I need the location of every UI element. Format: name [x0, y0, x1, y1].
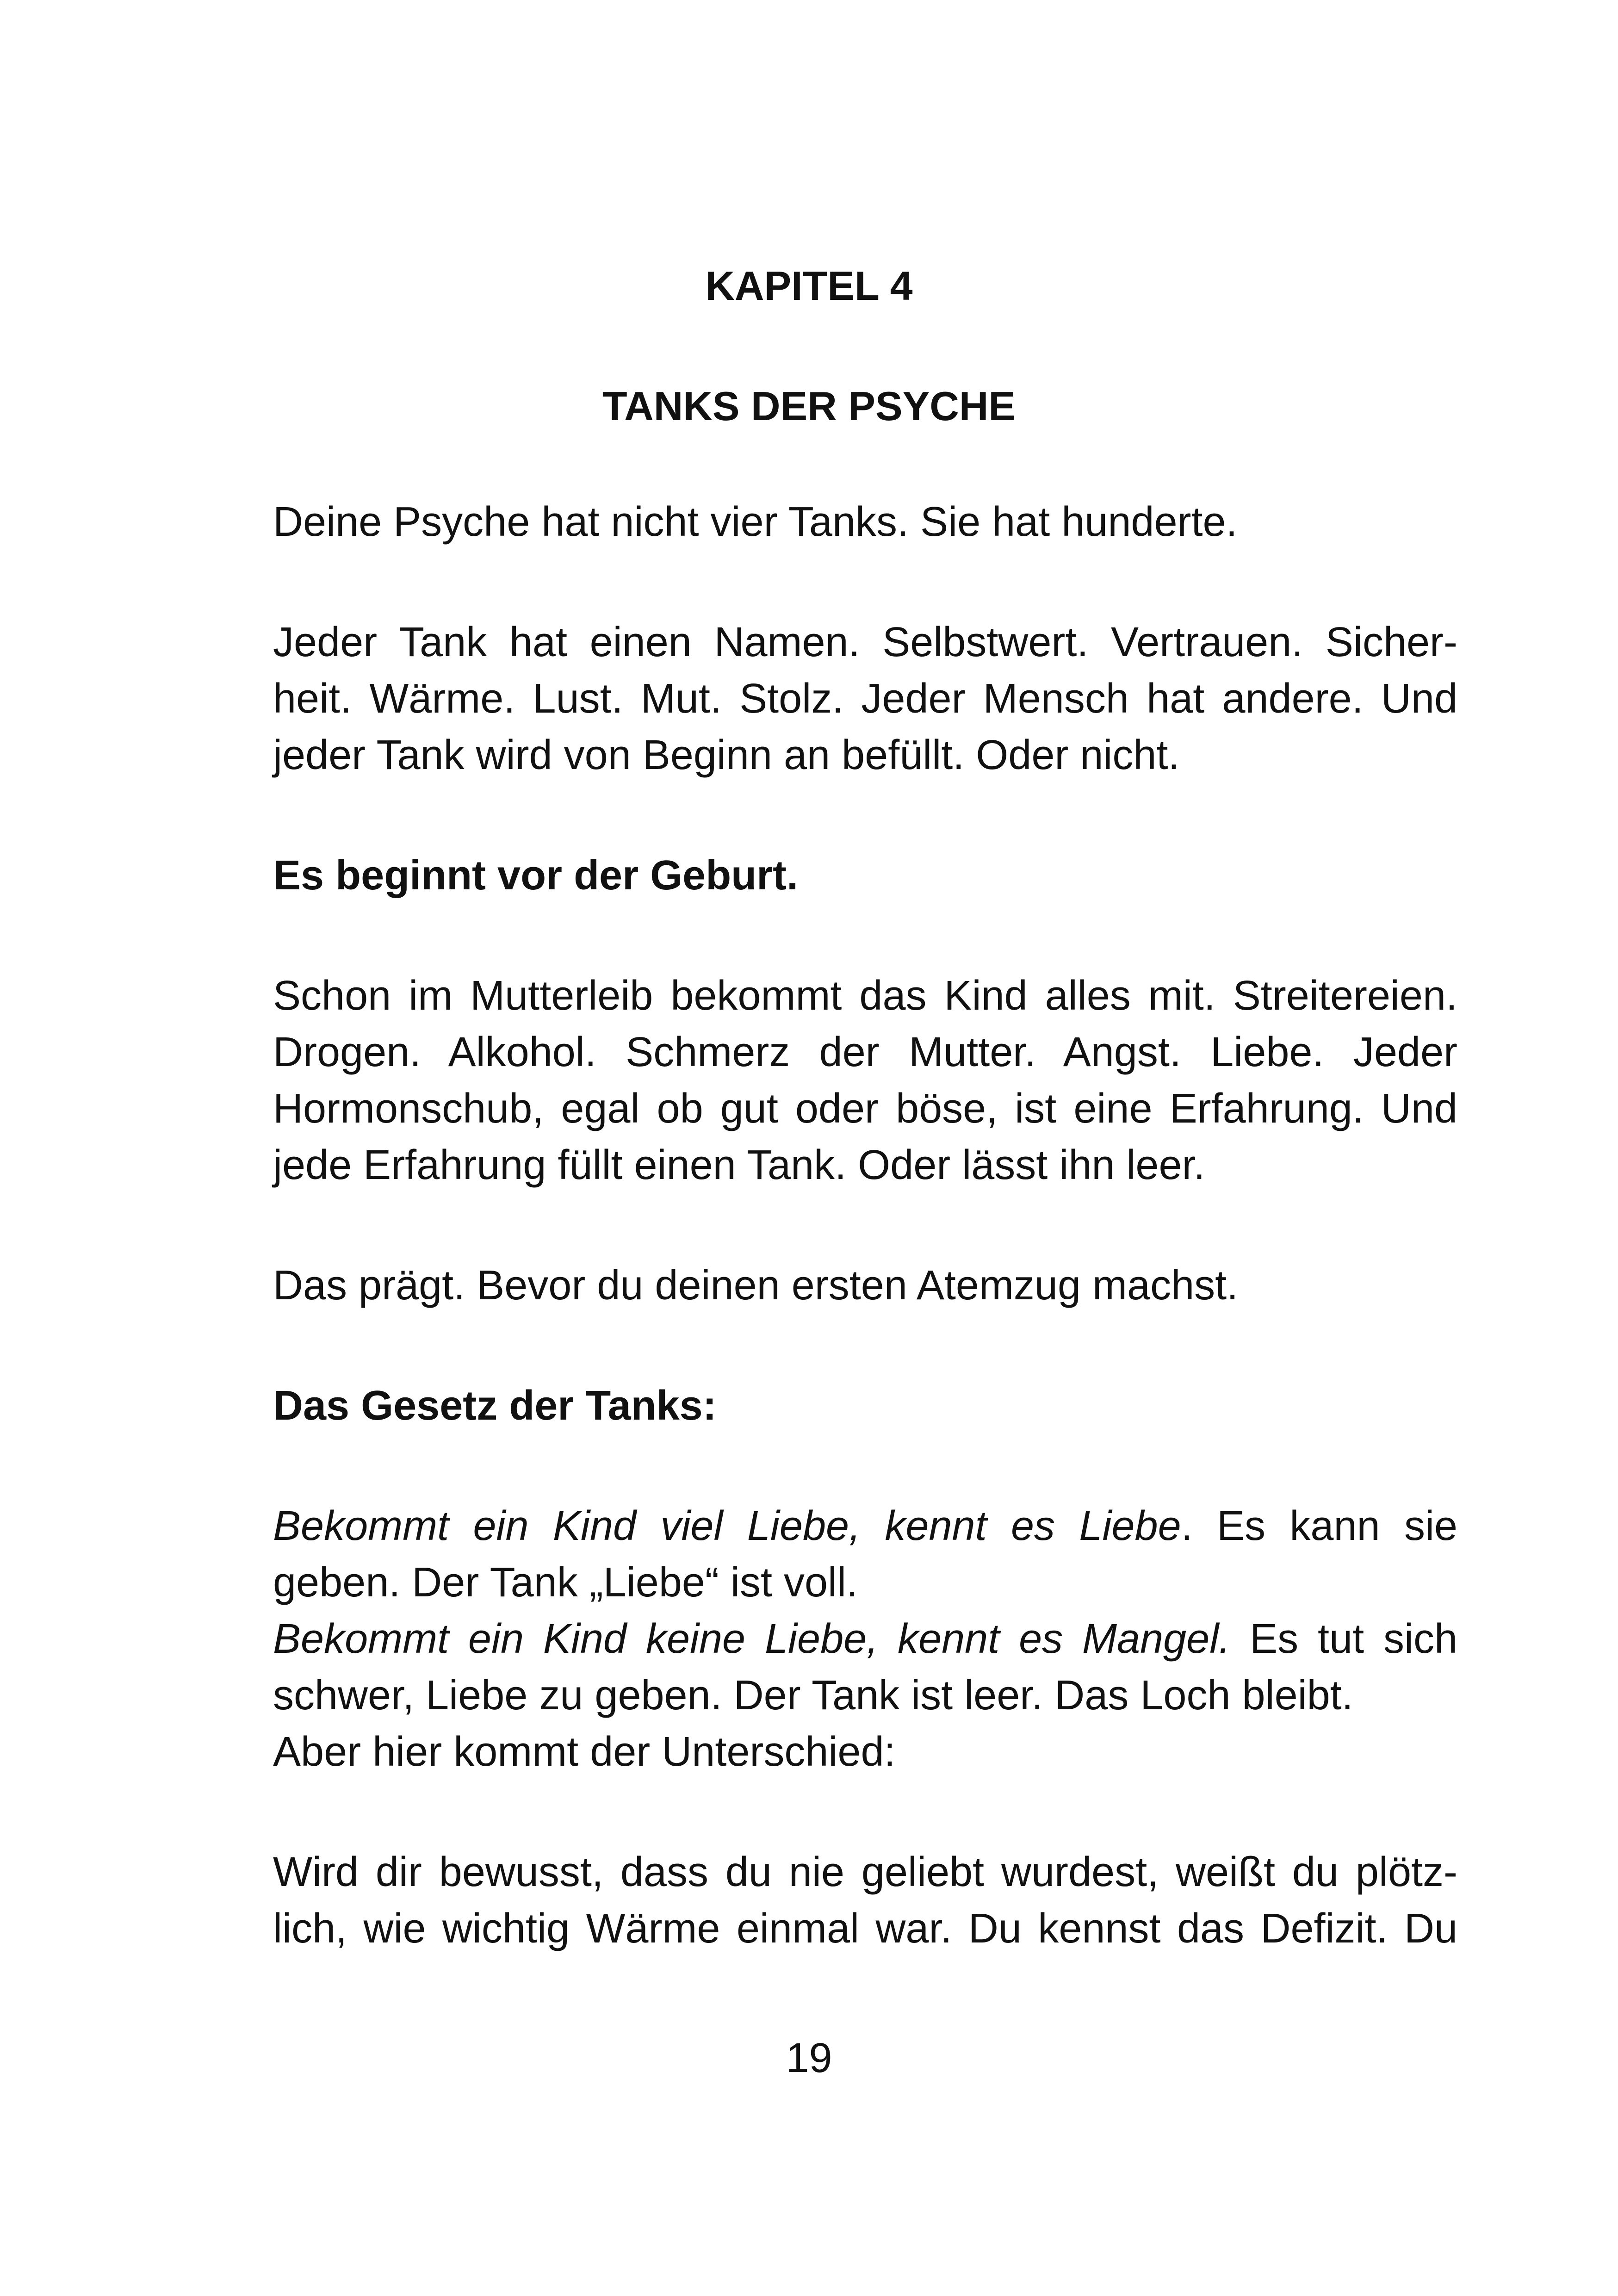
law-text: Es tut sich — [1230, 1616, 1458, 1662]
subheading-law: Das Gesetz der Tanks: — [273, 1383, 717, 1429]
paragraph-line: Hormonschub, egal ob gut oder böse, ist eine Erfahrung. Und — [273, 1086, 1457, 1132]
paragraph-intro: Deine Psyche hat nicht vier Tanks. Sie hat hunderte. — [273, 499, 1238, 545]
law-emphasis: Bekommt ein Kind keine Liebe, kennt es Mangel. — [273, 1616, 1231, 1662]
paragraph-line: Jeder Tank hat einen Namen. Selbstwert. Vertrauen. Sicher- — [273, 619, 1457, 665]
paragraph-line: Das prägt. Bevor du deinen ersten Atemzug machst. — [273, 1262, 1239, 1309]
paragraph-line: jeder Tank wird von Beginn an befüllt. Oder nicht. — [273, 732, 1180, 778]
law-line: Aber hier kommt der Unterschied: — [273, 1729, 896, 1775]
law-text: . Es kann sie — [1181, 1503, 1457, 1549]
paragraph-line: heit. Wärme. Lust. Mut. Stolz. Jeder Mensch hat andere. Und — [273, 676, 1457, 722]
paragraph-line: jede Erfahrung füllt einen Tank. Oder lässt ihn leer. — [273, 1142, 1205, 1188]
law-emphasis: Bekommt ein Kind viel Liebe, kennt es Liebe — [273, 1503, 1181, 1549]
law-line — [273, 1611, 1457, 1667]
paragraph-line: Wird dir bewusst, dass du nie geliebt wurdest, weißt du plötz- — [273, 1849, 1457, 1895]
law-line — [273, 1498, 1457, 1554]
law-line: schwer, Liebe zu geben. Der Tank ist leer. Das Loch bleibt. — [273, 1672, 1353, 1719]
page-number: 19 — [786, 2035, 832, 2081]
paragraph-line: lich, wie wichtig Wärme einmal war. Du kennst das Defizit. Du — [273, 1905, 1457, 1952]
chapter-heading: KAPITEL 4 — [705, 263, 913, 309]
paragraph-line: Drogen. Alkohol. Schmerz der Mutter. Angst. Liebe. Jeder — [273, 1029, 1457, 1075]
subheading-birth: Es beginnt vor der Geburt. — [273, 852, 799, 899]
paragraph-line: Schon im Mutterleib bekommt das Kind alles mit. Streitereien. — [273, 973, 1457, 1019]
chapter-title: TANKS DER PSYCHE — [602, 383, 1016, 429]
law-line: geben. Der Tank „Liebe“ ist voll. — [273, 1559, 858, 1606]
